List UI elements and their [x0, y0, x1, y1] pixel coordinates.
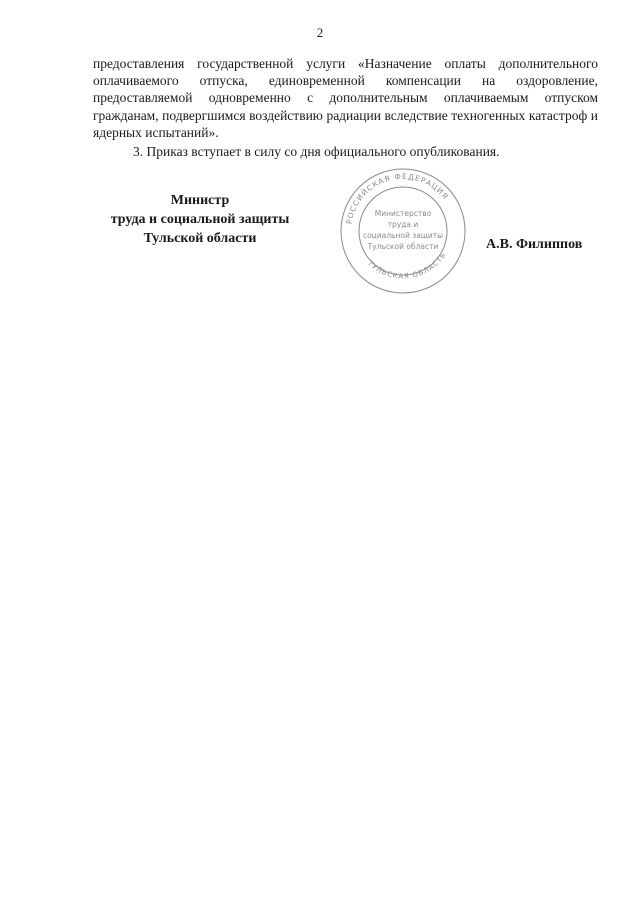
signatory-position-line-2: труда и социальной защиты — [110, 212, 290, 227]
document-body — [93, 55, 598, 160]
signatory-position — [98, 191, 302, 248]
official-seal-stamp — [338, 166, 468, 296]
stamp-ring-text: РОССИЙСКАЯ ФЕДЕРАЦИЯ — [344, 171, 451, 225]
stamp-bottom-text: ТУЛЬСКАЯ ОБЛАСТЬ — [366, 250, 448, 281]
page-number: 2 — [316, 25, 324, 40]
signatory-position-line-1: Министр — [170, 193, 230, 208]
signatory-position-line-3: Тульской области — [143, 231, 257, 246]
stamp-inner-line-1: Министерство — [374, 209, 432, 218]
paragraph-item-3: 3. Приказ вступает в силу со дня официального опубликования. — [133, 144, 500, 160]
paragraph-continuation: предоставления государственной услуги «Назначение оплаты дополнительного оплачиваемого отпуска, единовременной компенсации на оздоровление, предоставляемой одновременно с дополнительным оплачиваемым отпуском гражданам, подвергшимся воздействию радиации вследствие техногенных катастроф и ядерных испытаний». — [93, 56, 598, 140]
stamp-inner-line-3: социальной защиты — [362, 231, 444, 240]
signatory-name: А.В. Филиппов — [486, 237, 583, 252]
stamp-inner-line-4: Тульской области — [367, 242, 439, 251]
stamp-inner-line-2: труда и — [387, 220, 419, 229]
